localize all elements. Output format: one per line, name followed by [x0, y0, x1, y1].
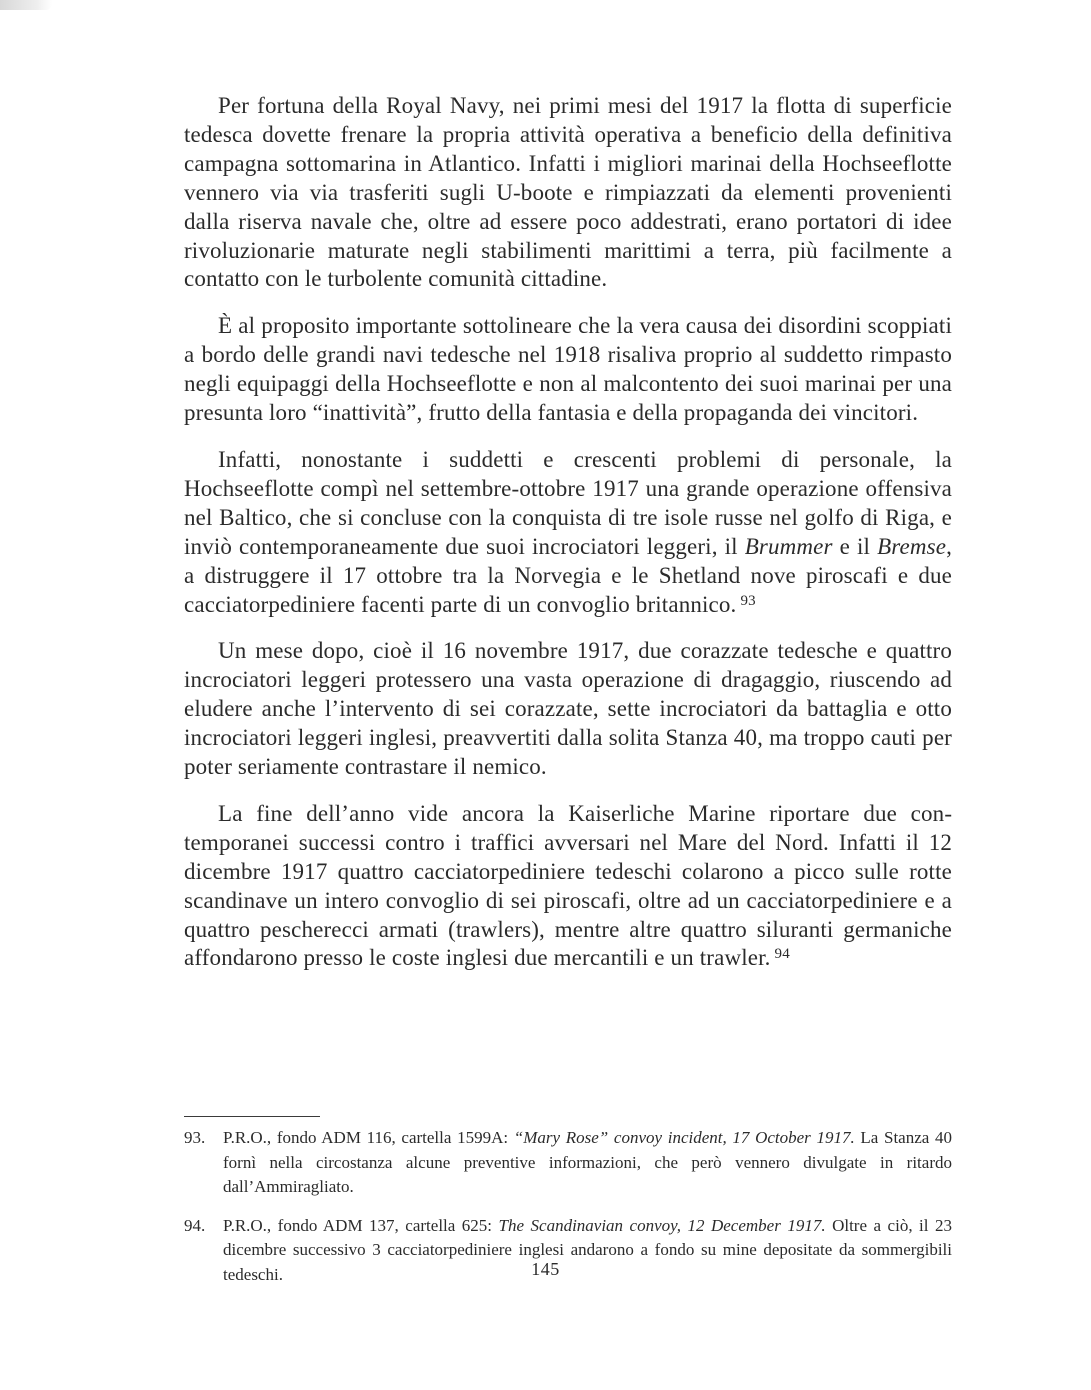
paragraph-1: Per fortuna della Royal Navy, nei primi mesi del 1917 la flotta di superficie tedesca dovette frenare la propria attività operativa a beneficio della definitiva campagna sottomarina in Atlantico. Infatti i migliori marinai della Hochseeflotte vennero via via trasferiti sugli U-boote e rimpiazzati da elementi provenienti dalla riserva navale che, oltre ad essere poco addestrati, erano portatori di idee rivoluzionarie maturate negli stabilimenti marittimi a terra, più facilmente a contatto con le turbolente comunità cittadine.	[184, 93, 952, 292]
footnote-number: 94.	[184, 1215, 206, 1235]
footnote-source: P.R.O., fondo ADM 116, cartella 1599A:	[223, 1128, 514, 1147]
footnote-text: Oltre a ciò, il 23 dicembre successivo 3 cacciatorpediniere inglesi andarono a fondo su mine depositate da sommergibili tedeschi.	[223, 1215, 952, 1284]
footnote-93	[184, 1126, 952, 1200]
footnote-ref-93[interactable]: 93	[740, 592, 756, 609]
footnote-separator	[184, 1116, 320, 1117]
footnote-source: P.R.O., fondo ADM 137, cartella 625:	[223, 1215, 499, 1235]
main-text	[184, 92, 952, 973]
paragraph-3-text-c: , a distruggere il 17 ottobre tra la Norvegia e le Shetland nove piroscafi e due cacciatorpediniere facenti parte di un convoglio britannico.	[184, 533, 953, 617]
paragraph-5-text: La fine dell’anno vide ancora la Kaiserliche Marine riportare due contemporanei successi contro i traffici avversari nel Mare del Nord. Infatti il 12 dicembre 1917 quattro cacciatorpediniere tedeschi colarono a picco sulle rotte scandinave un intero convoglio di sei piroscafi, oltre ad un cacciatorpediniere e a quattro pescherecci armati (trawlers), mentre altre quattro siluranti germaniche affondarono presso le coste inglesi due mercantili e un trawler.	[184, 800, 952, 971]
footnote-text: La Stanza 40 fornì nella circostanza alcune preventive informazioni, che però vennero divulgate in ritardo dall’Ammiragliato.	[223, 1128, 952, 1196]
paragraph-3-text-a: Infatti, nonostante i suddetti e crescenti problemi di personale, la Hochseeflotte compì nel settembre-ottobre 1917 una grande operazione offensiva nel Baltico, che si concluse con la conquista di tre isole russe nel golfo di Riga, e inviò contemporaneamente due suoi incrociatori leggeri, il	[184, 446, 952, 559]
paragraph-3-text-b: e il	[832, 533, 878, 559]
ship-name-brummer: Brummer	[744, 533, 833, 559]
footnote-number: 93.	[184, 1128, 206, 1147]
scan-edge-shadow	[0, 0, 52, 10]
ship-name-bremse: Bremse	[877, 533, 947, 559]
footnote-ref-94[interactable]: 94	[774, 946, 790, 963]
page-body	[184, 92, 952, 991]
paragraph-5	[184, 800, 952, 973]
page-number: 145	[531, 1259, 560, 1279]
paragraph-3	[184, 446, 952, 619]
footnote-document-title: The Scandinavian convoy, 12 December 1917.	[498, 1215, 826, 1235]
footnote-document-title: “Mary Rose” convoy incident, 17 October 1917.	[513, 1128, 855, 1147]
paragraph-4: Un mese dopo, cioè il 16 novembre 1917, due corazzate tedesche e quattro incrociatori leggeri protessero una vasta operazione di dragaggio, riuscendo ad eludere anche l’intervento di sei corazzate, sette incrociatori da battaglia e otto incrociatori leggeri inglesi, preavvertiti dalla solita Stanza 40, ma troppo cauti per poter seriamente contrastare il nemico.	[184, 638, 952, 780]
paragraph-2: È al proposito importante sottolineare che la vera causa dei disordini scoppiati a bordo delle grandi navi tedesche nel 1918 risaliva proprio al suddetto rimpasto negli equipaggi della Hochseeflotte e non al malcontento dei suoi marinai per una presunta loro “inattività”, frutto della fantasia e della propaganda dei vincitori.	[184, 313, 952, 426]
